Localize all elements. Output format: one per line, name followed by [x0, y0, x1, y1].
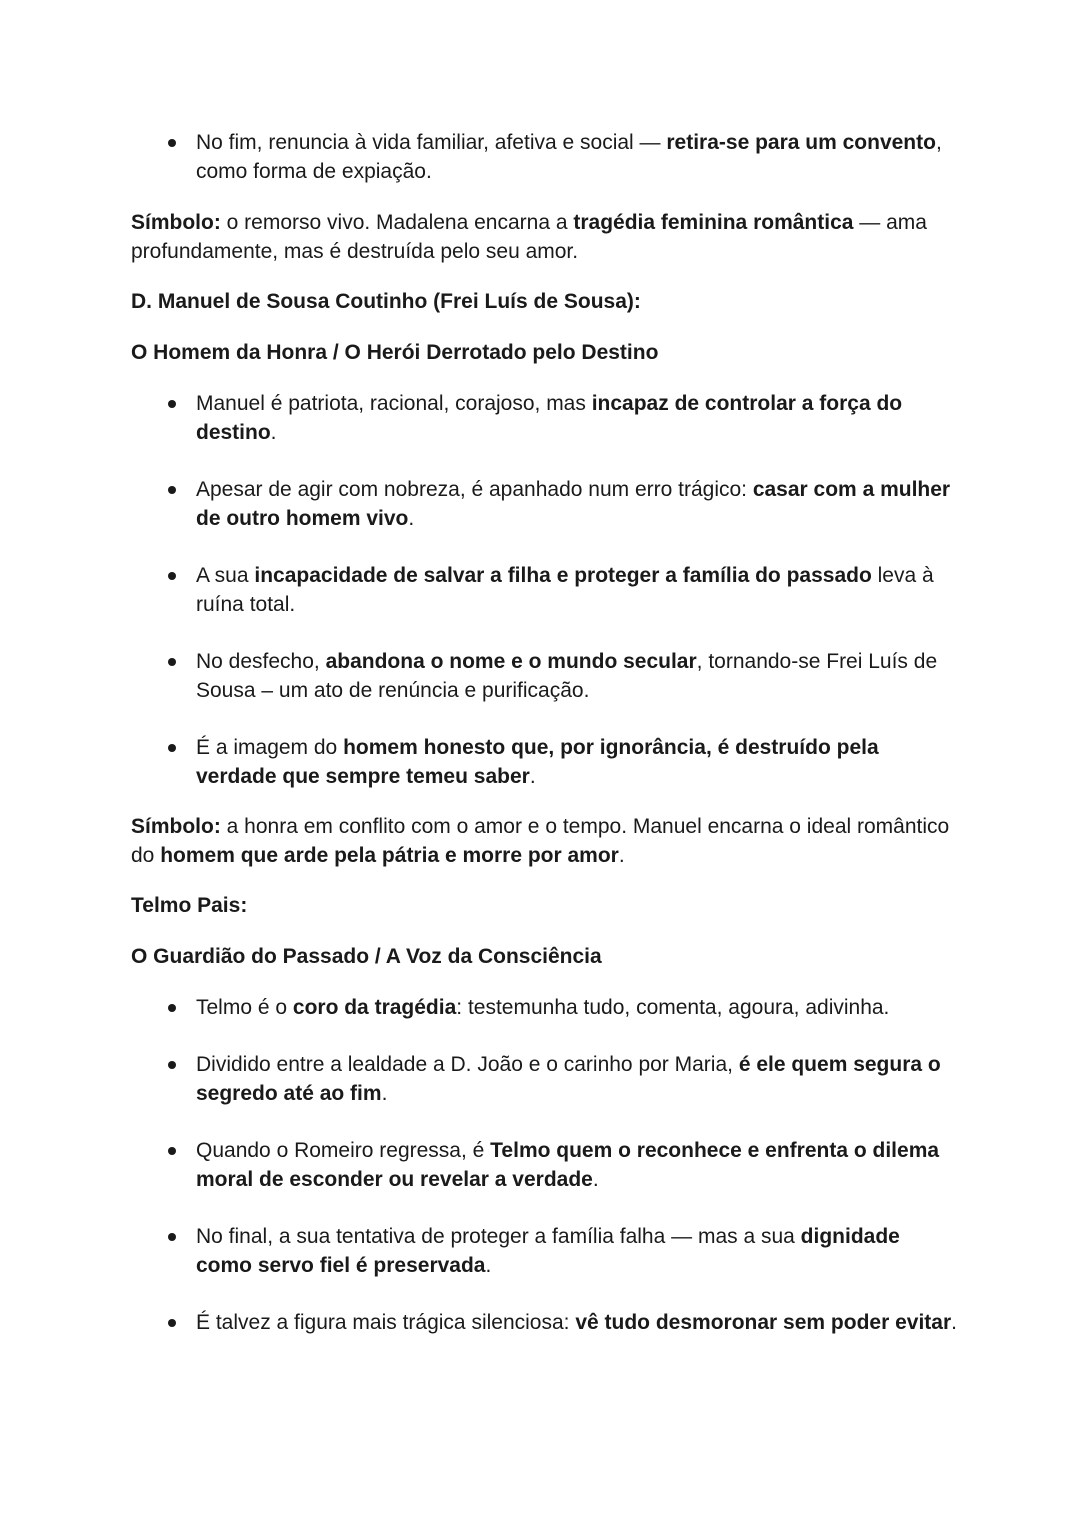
list-item: No final, a sua tentativa de proteger a família falha — mas a sua dignidade como servo fiel é preservada.: [131, 1222, 961, 1280]
section-heading-telmo: Telmo Pais:: [131, 894, 248, 917]
madalena-end-list: [131, 128, 961, 186]
section-subtitle-manuel: O Homem da Honra / O Herói Derrotado pelo Destino: [131, 341, 659, 364]
list-item: Quando o Romeiro regressa, é Telmo quem o reconhece e enfrenta o dilema moral de esconder ou revelar a verdade.: [131, 1136, 961, 1194]
section-subtitle-telmo: O Guardião do Passado / A Voz da Consciência: [131, 945, 602, 968]
list-item: Apesar de agir com nobreza, é apanhado num erro trágico: casar com a mulher de outro homem vivo.: [131, 475, 961, 533]
telmo-traits-list: [131, 993, 961, 1337]
manuel-traits-list: [131, 389, 961, 791]
list-item: Dividido entre a lealdade a D. João e o carinho por Maria, é ele quem segura o segredo até ao fim.: [131, 1050, 961, 1108]
list-item: É a imagem do homem honesto que, por ignorância, é destruído pela verdade que sempre temeu saber.: [131, 733, 961, 791]
list-item: A sua incapacidade de salvar a filha e proteger a família do passado leva à ruína total.: [131, 561, 961, 619]
list-item: É talvez a figura mais trágica silenciosa: vê tudo desmoronar sem poder evitar.: [131, 1308, 961, 1337]
list-item: Telmo é o coro da tragédia: testemunha tudo, comenta, agoura, adivinha.: [131, 993, 961, 1022]
list-item: No desfecho, abandona o nome e o mundo secular, tornando-se Frei Luís de Sousa – um ato de renúncia e purificação.: [131, 647, 961, 705]
document-page: [131, 128, 961, 1359]
section-heading-manuel: D. Manuel de Sousa Coutinho (Frei Luís de Sousa):: [131, 290, 641, 313]
list-item: No fim, renuncia à vida familiar, afetiva e social — retira-se para um convento, como forma de expiação.: [131, 128, 961, 186]
list-item: Manuel é patriota, racional, corajoso, mas incapaz de controlar a força do destino.: [131, 389, 961, 447]
madalena-symbol-paragraph: Símbolo: o remorso vivo. Madalena encarna a tragédia feminina romântica — ama profundamente, mas é destruída pelo seu amor.: [131, 211, 927, 263]
manuel-symbol-paragraph: Símbolo: a honra em conflito com o amor e o tempo. Manuel encarna o ideal romântico do homem que arde pela pátria e morre por amor.: [131, 815, 950, 867]
